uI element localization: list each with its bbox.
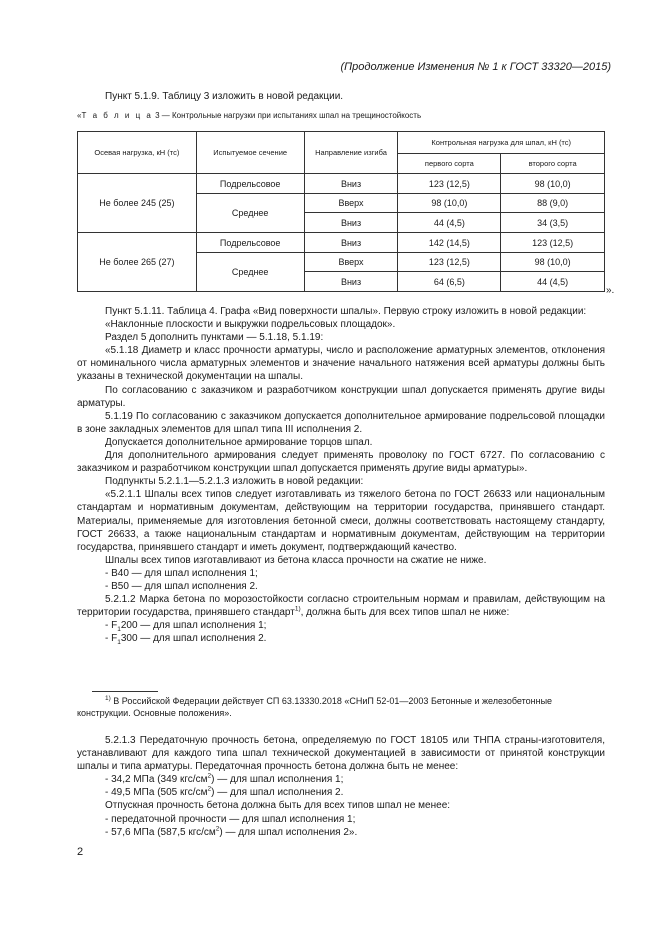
cell-second: 34 (3,5) [501, 213, 605, 233]
cell-direction: Вниз [304, 272, 398, 292]
text-span: ) — для шпал исполнения 1; [211, 774, 344, 786]
footnote [77, 695, 605, 719]
load-table [77, 131, 605, 292]
text-span: - 49,5 МПа (505 кгс/см [105, 787, 208, 799]
paragraph [77, 593, 605, 619]
paragraph: Отпускная прочность бетона должна быть для всех типов шпал не менее: [105, 800, 451, 812]
cell-second: 98 (10,0) [501, 253, 605, 272]
cell-load: Не более 245 (25) [78, 174, 197, 233]
cell-first: 98 (10,0) [398, 194, 501, 213]
list-item [77, 773, 605, 786]
table-row [78, 174, 605, 194]
text-span: 200 — для шпал исполнения 1; [120, 620, 267, 632]
table-caption [77, 111, 421, 120]
f-subscript: 1 [117, 626, 121, 634]
paragraph: «Наклонные плоскости и выкружки подрельсовых площадок». [105, 319, 396, 331]
cell-second: 44 (4,5) [501, 272, 605, 292]
list-item [77, 619, 605, 632]
list-item [77, 632, 605, 645]
cell-direction: Вниз [304, 213, 398, 233]
text-span: ) — для шпал исполнения 2. [211, 787, 344, 799]
body-text [77, 305, 605, 645]
cell-direction: Вверх [304, 194, 398, 213]
cell-second: 88 (9,0) [501, 194, 605, 213]
cell-section: Подрельсовое [196, 174, 304, 194]
superscript: 2 [207, 786, 212, 794]
footnote-rule [92, 691, 158, 692]
cell-load: Не более 265 (27) [78, 233, 197, 292]
paragraph: Раздел 5 дополнить пунктами — 5.1.18, 5.1.19: [105, 332, 324, 344]
paragraph: «5.2.1.1 Шпалы всех типов следует изготавливать из тяжелого бетона по ГОСТ 26633 или национальным стандартам и нормативным документам, действующим на территории государства, принявшего стандарт. Материалы, применяемые для изготовления бетонной смеси, должны соответствовать настоящему стандарту, ГОСТ 26633, а также национальным стандартам и нормативным документам, действующим на территории государства, принявшего стандарт и иметь документ, подтверждающий качество. [77, 489, 605, 553]
list-item [77, 826, 605, 839]
cell-second: 98 (10,0) [501, 174, 605, 194]
header-second-grade: второго сорта [501, 154, 605, 174]
paragraph: «5.1.18 Диаметр и класс прочности арматуры, число и расположение арматурных элементов, отклонения от номинального числа арматурных элементов и значение начального натяжения всей арматуры должны быть указаны в технической документации на шпалы. [77, 345, 605, 383]
text-span: ) — для шпал исполнения 2». [219, 826, 358, 838]
caption-number: 3 [155, 111, 160, 120]
list-item [77, 786, 605, 799]
page-number: 2 [77, 846, 84, 858]
list-item: - В40 — для шпал исполнения 1; [105, 567, 258, 579]
paragraph: По согласованию с заказчиком и разработчиком конструкции шпал допускается применять другие виды арматуры. [77, 384, 605, 409]
cell-first: 123 (12,5) [398, 174, 501, 194]
paragraph: 5.2.1.3 Передаточную прочность бетона, определяемую по ГОСТ 18105 или ТНПА страны-изготовителя, устанавливают для каждого типа шпал технической документацией в зависимости от принятой конструкции шпалы и типа арматуры. Передаточная прочность бетона должна быть не менее: [77, 735, 605, 773]
list-item: - В50 — для шпал исполнения 2. [105, 580, 258, 592]
lower-text [77, 734, 605, 839]
caption-prefix: Т а б л и ц а [81, 111, 153, 120]
cell-first: 142 (14,5) [398, 233, 501, 253]
cell-first: 64 (6,5) [398, 272, 501, 292]
cell-second: 123 (12,5) [501, 233, 605, 253]
paragraph: Шпалы всех типов изготавливают из бетона класса прочности на сжатие не ниже. [105, 554, 487, 566]
cell-direction: Вниз [304, 233, 398, 253]
superscript: 2 [207, 772, 212, 780]
paragraph: 5.1.19 По согласованию с заказчиком допускается дополнительное армирование подрельсовой площадки в зоне закладных элементов для шпал типа III исполнения 2. [77, 410, 605, 435]
f-subscript: 1 [117, 639, 121, 647]
text-span: - 57,6 МПа (587,5 кгс/см [105, 826, 216, 838]
cell-section: Среднее [196, 194, 304, 233]
intro-line: Пункт 5.1.9. Таблицу 3 изложить в новой редакции. [105, 91, 344, 102]
cell-first: 44 (4,5) [398, 213, 501, 233]
text-span: , должна быть для всех типов шпал не ниже: [300, 607, 510, 619]
footnote-ref: 1) [294, 605, 301, 613]
caption-title: — Контрольные нагрузки при испытаниях шпал на трещиностойкость [161, 111, 422, 120]
document-header: (Продолжение Изменения № 1 к ГОСТ 33320—2015) [340, 61, 611, 73]
header-section: Испытуемое сечение [196, 132, 304, 174]
header-direction: Направление изгиба [304, 132, 398, 174]
f-symbol: - F [105, 633, 118, 645]
paragraph: Для дополнительного армирования следует применять проволоку по ГОСТ 6727. По согласованию с заказчиком и разработчиком конструкции шпал допускается применять другие виды арматуры». [77, 450, 605, 475]
text-span: 300 — для шпал исполнения 2. [120, 633, 267, 645]
caption-open-quote: « [77, 111, 82, 120]
paragraph: Пункт 5.1.11. Таблица 4. Графа «Вид поверхности шпалы». Первую строку изложить в новой редакции: [105, 306, 587, 317]
table-close-quote: ». [606, 285, 615, 296]
f-symbol: - F [105, 620, 118, 632]
cell-first: 123 (12,5) [398, 253, 501, 272]
text-span: - 34,2 МПа (349 кгс/см [105, 774, 208, 786]
superscript: 2 [215, 825, 220, 833]
table-row [78, 233, 605, 253]
cell-section: Среднее [196, 253, 304, 292]
cell-section: Подрельсовое [196, 233, 304, 253]
header-first-grade: первого сорта [398, 154, 501, 174]
footnote-text: В Российской Федерации действует СП 63.13330.2018 «СНиП 52-01—2003 Бетонные и железобетонные конструкции. Основные положения». [77, 696, 553, 718]
cell-direction: Вниз [304, 174, 398, 194]
cell-direction: Вверх [304, 253, 398, 272]
paragraph: Допускается дополнительное армирование торцов шпал. [105, 436, 373, 448]
footnote-mark: 1) [105, 695, 111, 702]
list-item: - передаточной прочности — для шпал исполнения 1; [105, 813, 356, 825]
header-axial-load: Осевая нагрузка, кН (тс) [78, 132, 197, 174]
paragraph: Подпункты 5.2.1.1—5.2.1.3 изложить в новой редакции: [105, 476, 364, 488]
header-control-load: Контрольная нагрузка для шпал, кН (тс) [398, 132, 605, 154]
text-span: 5.2.1.2 Марка бетона по морозостойкости согласно строительным нормам и правилам, действующим на территории государства, принявшего стандарт [77, 594, 605, 619]
